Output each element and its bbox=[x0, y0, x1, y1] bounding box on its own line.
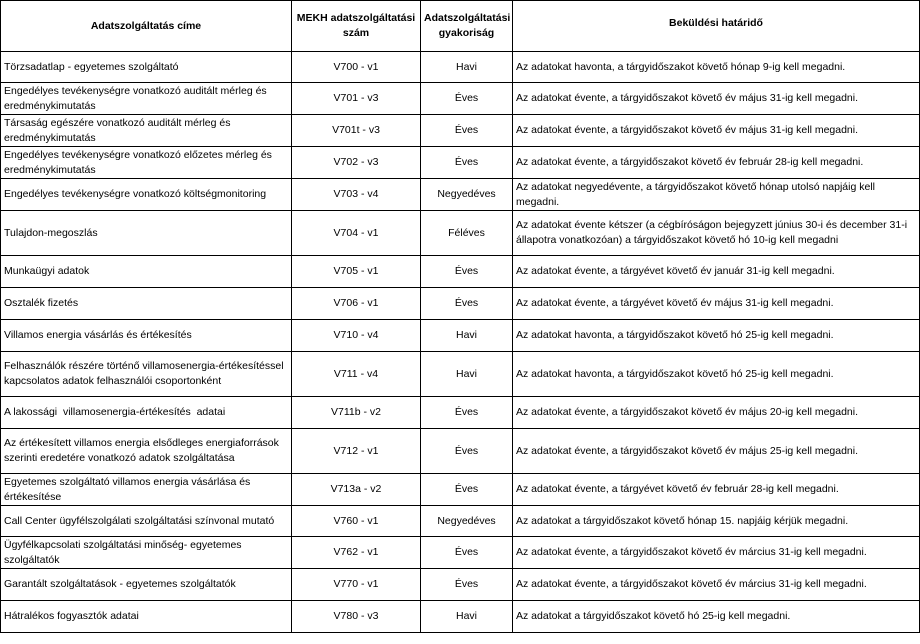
cell-frequency: Negyedéves bbox=[421, 506, 513, 537]
cell-frequency: Éves bbox=[421, 474, 513, 506]
cell-number: V704 - v1 bbox=[292, 211, 421, 256]
cell-title: Villamos energia vásárlás és értékesítés bbox=[1, 320, 292, 352]
cell-deadline: Az adatokat évente, a tárgyidőszakot követő év február 28-ig kell megadni. bbox=[513, 147, 920, 179]
cell-title: Hátralékos fogyasztók adatai bbox=[1, 601, 292, 633]
cell-deadline: Az adatokat a tárgyidőszakot követő hónap 15. napjáig kérjük megadni. bbox=[513, 506, 920, 537]
header-title: Adatszolgáltatás címe bbox=[1, 1, 292, 52]
cell-deadline: Az adatokat évente, a tárgyidőszakot követő év március 31-ig kell megadni. bbox=[513, 537, 920, 569]
cell-deadline: Az adatokat évente, a tárgyidőszakot követő év május 25-ig kell megadni. bbox=[513, 429, 920, 474]
header-deadline: Beküldési határidő bbox=[513, 1, 920, 52]
cell-frequency: Havi bbox=[421, 601, 513, 633]
table-row bbox=[1, 52, 920, 83]
cell-frequency: Éves bbox=[421, 83, 513, 115]
table-row bbox=[1, 288, 920, 320]
cell-deadline: Az adatokat havonta, a tárgyidőszakot követő hó 25-ig kell megadni. bbox=[513, 320, 920, 352]
cell-deadline: Az adatokat évente, a tárgyidőszakot követő év március 31-ig kell megadni. bbox=[513, 569, 920, 601]
cell-title: Törzsadatlap - egyetemes szolgáltató bbox=[1, 52, 292, 83]
table-row bbox=[1, 397, 920, 429]
cell-title: Osztalék fizetés bbox=[1, 288, 292, 320]
cell-number: V780 - v3 bbox=[292, 601, 421, 633]
cell-frequency: Havi bbox=[421, 352, 513, 397]
table-header-row bbox=[1, 1, 920, 52]
table-row bbox=[1, 211, 920, 256]
cell-deadline: Az adatokat havonta, a tárgyidőszakot követő hó 25-ig kell megadni. bbox=[513, 352, 920, 397]
cell-frequency: Havi bbox=[421, 52, 513, 83]
cell-number: V703 - v4 bbox=[292, 179, 421, 211]
table-row bbox=[1, 320, 920, 352]
table-row bbox=[1, 537, 920, 569]
cell-deadline: Az adatokat negyedévente, a tárgyidőszakot követő hónap utolsó napjáig kell megadni. bbox=[513, 179, 920, 211]
cell-frequency: Féléves bbox=[421, 211, 513, 256]
cell-deadline: Az adatokat évente, a tárgyévet követő év május 31-ig kell megadni. bbox=[513, 288, 920, 320]
header-number: MEKH adatszolgáltatási szám bbox=[292, 1, 421, 52]
table-row bbox=[1, 147, 920, 179]
table-row bbox=[1, 83, 920, 115]
cell-frequency: Éves bbox=[421, 115, 513, 147]
cell-frequency: Éves bbox=[421, 256, 513, 288]
table-row bbox=[1, 601, 920, 633]
cell-number: V711 - v4 bbox=[292, 352, 421, 397]
cell-deadline: Az adatokat évente, a tárgyévet követő év január 31-ig kell megadni. bbox=[513, 256, 920, 288]
cell-title: Tulajdon-megoszlás bbox=[1, 211, 292, 256]
table-row bbox=[1, 474, 920, 506]
cell-title: Call Center ügyfélszolgálati szolgáltatási színvonal mutató bbox=[1, 506, 292, 537]
cell-title: Munkaügyi adatok bbox=[1, 256, 292, 288]
cell-deadline: Az adatokat havonta, a tárgyidőszakot követő hónap 9-ig kell megadni. bbox=[513, 52, 920, 83]
cell-title: Társaság egészére vonatkozó auditált mérleg és eredménykimutatás bbox=[1, 115, 292, 147]
cell-deadline: Az adatokat évente, a tárgyidőszakot követő év május 20-ig kell megadni. bbox=[513, 397, 920, 429]
cell-title: Az értékesített villamos energia elsődleges energiaforrások szerinti eredetére vonatkozó adatok szolgáltatása bbox=[1, 429, 292, 474]
cell-number: V701 - v3 bbox=[292, 83, 421, 115]
cell-number: V702 - v3 bbox=[292, 147, 421, 179]
cell-title: Garantált szolgáltatások - egyetemes szolgáltatók bbox=[1, 569, 292, 601]
cell-number: V713a - v2 bbox=[292, 474, 421, 506]
cell-frequency: Éves bbox=[421, 147, 513, 179]
table-row bbox=[1, 569, 920, 601]
cell-number: V770 - v1 bbox=[292, 569, 421, 601]
cell-number: V711b - v2 bbox=[292, 397, 421, 429]
cell-title: Ügyfélkapcsolati szolgáltatási minőség- egyetemes szolgáltatók bbox=[1, 537, 292, 569]
cell-frequency: Éves bbox=[421, 429, 513, 474]
cell-number: V762 - v1 bbox=[292, 537, 421, 569]
cell-title: Engedélyes tevékenységre vonatkozó előzetes mérleg és eredménykimutatás bbox=[1, 147, 292, 179]
cell-number: V760 - v1 bbox=[292, 506, 421, 537]
cell-frequency: Negyedéves bbox=[421, 179, 513, 211]
cell-title: Engedélyes tevékenységre vonatkozó költségmonitoring bbox=[1, 179, 292, 211]
cell-frequency: Éves bbox=[421, 537, 513, 569]
cell-number: V706 - v1 bbox=[292, 288, 421, 320]
cell-frequency: Éves bbox=[421, 397, 513, 429]
table-row bbox=[1, 429, 920, 474]
cell-frequency: Éves bbox=[421, 288, 513, 320]
table-row bbox=[1, 256, 920, 288]
cell-number: V710 - v4 bbox=[292, 320, 421, 352]
cell-title: Felhasználók részére történő villamosenergia-értékesítéssel kapcsolatos adatok felhasználói csoportonként bbox=[1, 352, 292, 397]
table-row bbox=[1, 115, 920, 147]
cell-number: V712 - v1 bbox=[292, 429, 421, 474]
cell-deadline: Az adatokat évente, a tárgyévet követő év február 28-ig kell megadni. bbox=[513, 474, 920, 506]
cell-deadline: Az adatokat évente, a tárgyidőszakot követő év május 31-ig kell megadni. bbox=[513, 83, 920, 115]
table-row bbox=[1, 506, 920, 537]
cell-number: V701t - v3 bbox=[292, 115, 421, 147]
cell-title: Engedélyes tevékenységre vonatkozó auditált mérleg és eredménykimutatás bbox=[1, 83, 292, 115]
cell-title: Egyetemes szolgáltató villamos energia vásárlása és értékesítése bbox=[1, 474, 292, 506]
cell-frequency: Éves bbox=[421, 569, 513, 601]
cell-frequency: Havi bbox=[421, 320, 513, 352]
header-frequency: Adatszolgáltatási gyakoriság bbox=[421, 1, 513, 52]
cell-deadline: Az adatokat évente, a tárgyidőszakot követő év május 31-ig kell megadni. bbox=[513, 115, 920, 147]
cell-number: V700 - v1 bbox=[292, 52, 421, 83]
cell-deadline: Az adatokat a tárgyidőszakot követő hó 25-ig kell megadni. bbox=[513, 601, 920, 633]
table-row bbox=[1, 179, 920, 211]
cell-number: V705 - v1 bbox=[292, 256, 421, 288]
cell-deadline: Az adatokat évente kétszer (a cégbíróságon bejegyzett június 30-i és december 31-i állapotra vonatkozóan) a tárgyidőszakot követő hó 10-ig kell megadni bbox=[513, 211, 920, 256]
table-row bbox=[1, 352, 920, 397]
cell-title: A lakossági villamosenergia-értékesítés adatai bbox=[1, 397, 292, 429]
